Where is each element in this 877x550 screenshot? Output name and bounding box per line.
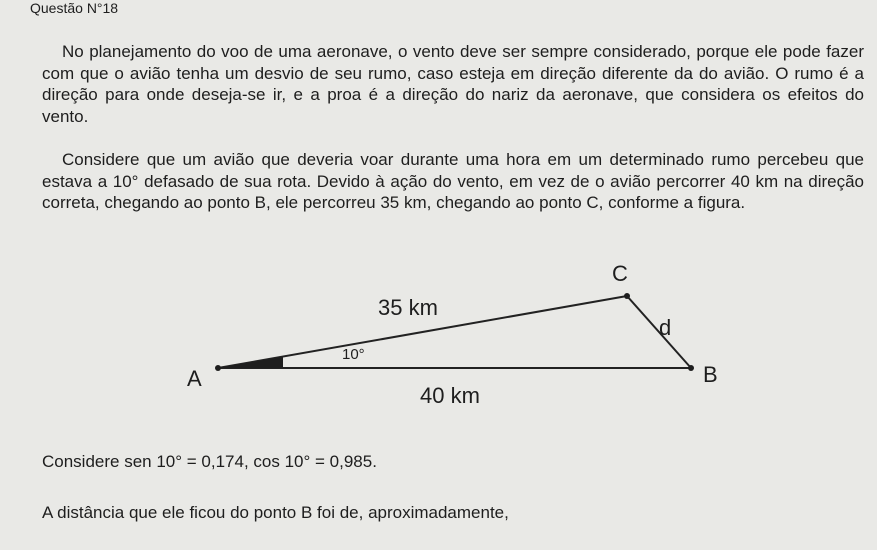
- given-values: Considere sen 10° = 0,174, cos 10° = 0,985.: [42, 452, 377, 471]
- label-c: C: [612, 261, 628, 286]
- paragraph-problem: Considere que um avião que deveria voar durante uma hora em um determinado rumo percebeu que estava a 10° defasado de sua rota. Devido à ação do vento, em vez de o avião percorrer 40 km na direção correta, chegando ao ponto B, ele percorreu 35 km, chegando ao ponto C, conforme a figura.: [42, 150, 864, 213]
- point-c-dot: [624, 293, 630, 299]
- label-side-ab: 40 km: [420, 383, 480, 408]
- point-b-dot: [688, 365, 694, 371]
- label-side-bc: d: [659, 315, 672, 340]
- label-side-ac: 35 km: [378, 295, 438, 320]
- question-number: Questão N°18: [30, 0, 119, 16]
- label-angle: 10°: [342, 346, 365, 363]
- label-a: A: [187, 366, 202, 391]
- question-text: A distância que ele ficou do ponto B foi de, aproximadamente,: [42, 503, 509, 522]
- label-b: B: [703, 362, 718, 387]
- point-a-dot: [215, 365, 221, 371]
- paragraph-intro: No planejamento do voo de uma aeronave, o vento deve ser sempre considerado, porque ele pode fazer com que o avião tenha um desvio de seu rumo, caso esteja em direção diferente da do avião. O rumo é a direção para onde deseja-se ir, e a proa é a direção do nariz da aeronave, que considera os efeitos do vento.: [42, 42, 864, 126]
